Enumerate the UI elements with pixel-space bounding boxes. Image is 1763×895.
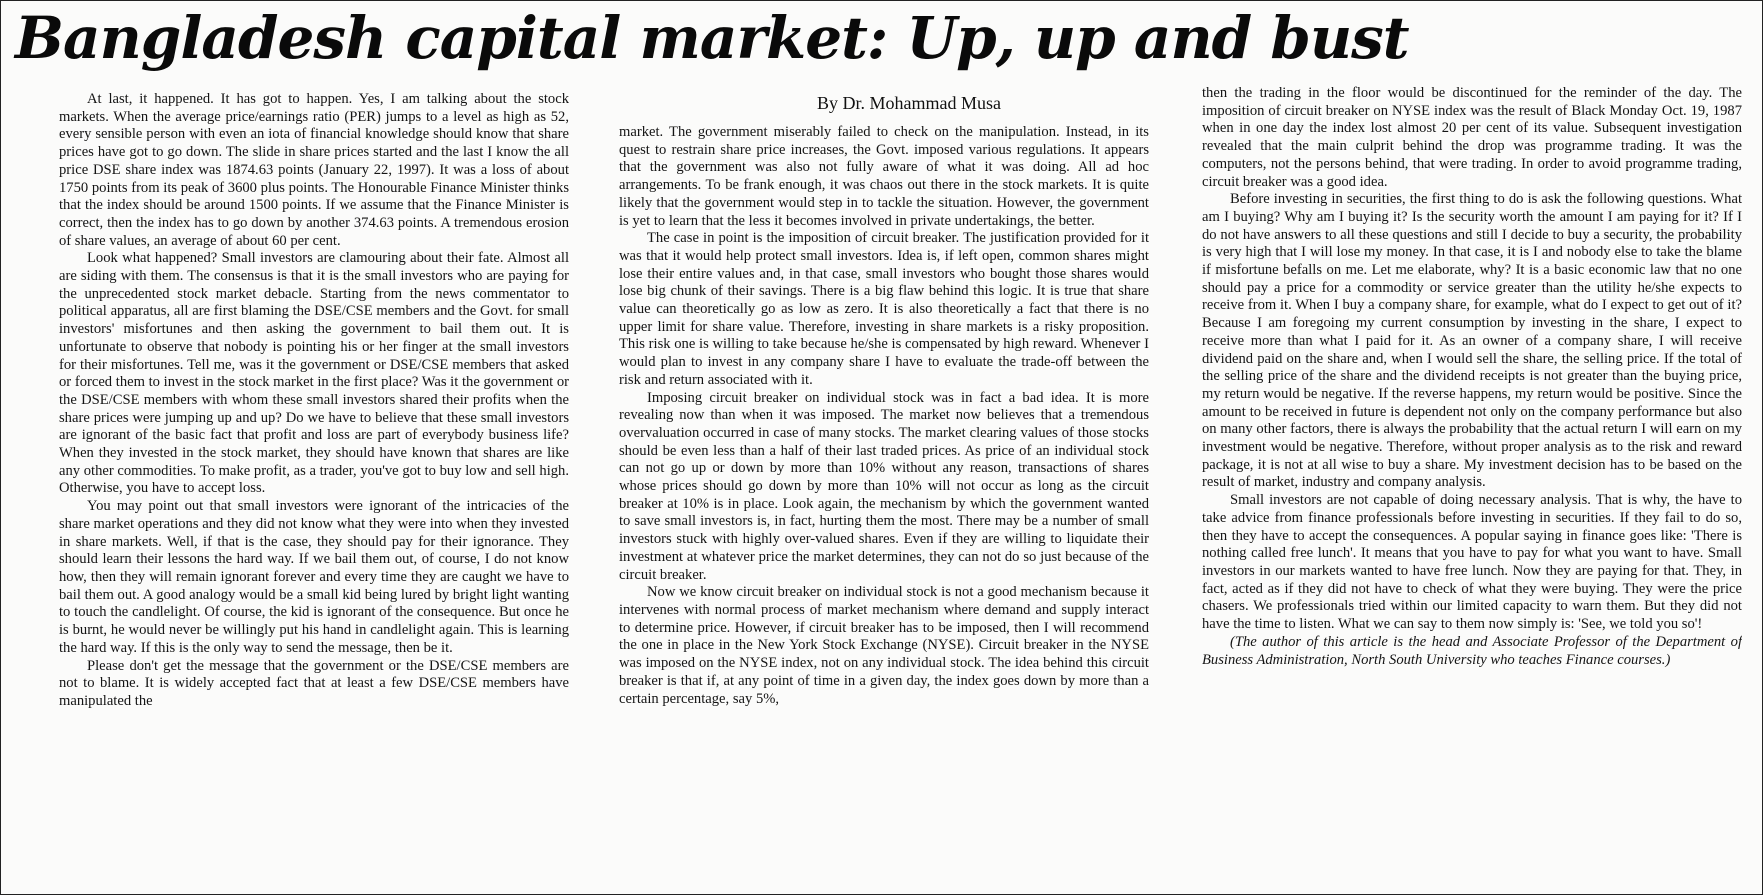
paragraph: At last, it happened. It has got to happen. Yes, I am talking about the stock markets. When the average price/earnings ratio (PER) jumps to a level as high as 52, every sensible person with even an iota of financial knowledge should know that share prices have got to go down. The slide in share prices started and the last I know the all price DSE share index was 1874.63 points (January 22, 1997). It was a loss of about 1750 points from its peak of 3600 plus points. The Honourable Finance Minister thinks that the index should be around 1500 points. If we assume that the Finance Minister is correct, then the index has to go down by another 374.63 points. A tremendous erosion of share values, an average of about 60 per cent. — [59, 91, 569, 249]
paragraph: then the trading in the floor would be discontinued for the reminder of the day. The imposition of circuit breaker on NYSE index was the result of Black Monday Oct. 19, 1987 when in one day the index lost almost 20 per cent of its value. Subsequent investigation revealed that the main culprit behind the drop was programme trading. It was the computers, not the persons behind, that were trading. In order to avoid programme trading, circuit breaker was a good idea. — [1202, 85, 1742, 190]
byline: By Dr. Mohammad Musa — [817, 93, 1001, 113]
author-note: (The author of this article is the head and Associate Professor of the Department of Business Administration, North South University who teaches Finance courses.) — [1202, 633, 1742, 668]
paragraph: Small investors are not capable of doing necessary analysis. That is why, the have to take advice from finance professionals before investing in securities. If they fail to do so, then they have to accept the consequences. A popular saying in finance goes like: 'There is nothing called free lunch'. It means that you have to pay for what you want to have. Small investors in our markets wanted to have free lunch. Now they are paying for that. They, in fact, acted as if they did not have to check of what they were buying. They were the price chasers. We professionals tried within our limited capacity to warn them. But they did not have the time to listen. What we can say to them now simply is: 'See, we told you so'! — [1202, 492, 1742, 633]
paragraph: The case in point is the imposition of circuit breaker. The justification provided for it was that it would help protect small investors. Idea is, if left open, common shares might lose their entire values and, in that case, small investors who bought those shares would lose big chunk of their savings. There is a big flaw behind this logic. It is true that share value can theoretically go as low as zero. It is also theoretically a fact that there is no upper limit for share value. Therefore, investing in share markets is a risky proposition. This risk one is willing to take because he/she is compensated by high reward. Whenever I would plan to invest in any company share I have to evaluate the trade-off between the risk and return associated with it. — [619, 230, 1149, 388]
article-column-2 — [619, 124, 1149, 894]
paragraph: Before investing in securities, the first thing to do is ask the following questions. What am I buying? Why am I buying it? Is the security worth the amount I am paying for it? If I do not have answers to all these questions and still I decide to buy a security, the probability is very high that I will lose my money. In that case, it is I and nobody else to take the blame if misfortune befalls on me. Let me elaborate, why? It is a basic economic law that no one should pay a price for a commodity or service greater than the utility he/she expects to receive from it. When I buy a company share, for example, what do I expect to get out of it? Because I am foregoing my current consumption by investing in the share, I expect to receive more than what I paid for it. As an owner of a company share, I will receive dividend paid on the share and, when I would sell the share, the selling price. If the total of the selling price of the share and the dividend receipts is not greater than the buying price, my return would be negative. If the reverse happens, my return would be positive. Since the amount to be received in future is dependent not only on the company performance but also on many other factors, there is always the probability that the actual return I will earn on my investment would be negative. Therefore, without proper analysis as to the risk and reward package, it is not at all wise to buy a share. My investment decision has to be based on the result of market, industry and company analysis. — [1202, 191, 1742, 491]
paragraph: Please don't get the message that the government or the DSE/CSE members are not to blame. It is widely accepted fact that at least a few DSE/CSE members have manipulated the — [59, 657, 569, 709]
paragraph: Look what happened? Small investors are clamouring about their fate. Almost all are siding with them. The consensus is that it is the small investors who are paying for the unprecedented stock market debacle. Starting from the news commentator to political apparatus, all are first blaming the DSE/CSE members and the Govt. for small investors' misfortunes and then asking the government to bail them out. It is unfortunate to observe that nobody is pointing his or her finger at the small investors for their misfortunes. Tell me, was it the government or DSE/CSE members that asked or forced them to invest in the stock market in the first place? Was it the government or the DSE/CSE members with whom these small investors shared their profits when the share prices were jumping up and up? Do we have to believe that these small investors are ignorant of the basic fact that profit and loss are part of everybody business life? When they invested in the stock market, they should have known that shares are like any other commodities. To make profit, as a trader, you've got to buy low and sell high. Otherwise, you have to accept loss. — [59, 250, 569, 497]
paragraph: market. The government miserably failed to check on the manipulation. Instead, in its quest to restrain share price increases, the Govt. imposed various regulations. It appears that the government was also not fully aware of what it was doing. All ad hoc arrangements. To be frank enough, it was chaos out there in the stock markets. It is quite likely that the government would step in to tackle the situation. However, the government is yet to learn that the less it becomes involved in private undertakings, the better. — [619, 124, 1149, 229]
paragraph: Now we know circuit breaker on individual stock is not a good mechanism because it intervenes with normal process of market mechanism where demand and supply interact to determine price. However, if circuit breaker has to be imposed, then I will recommend the one in place in the New York Stock Exchange (NYSE). Circuit breaker in the NYSE was imposed on the NYSE index, not on any individual stock. The idea behind this circuit breaker is that if, at any point of time in a given day, the index goes down by more than a certain percentage, say 5%, — [619, 584, 1149, 707]
paragraph: Imposing circuit breaker on individual stock was in fact a bad idea. It is more revealing now than when it was imposed. The market now believes that a tremendous overvaluation occurred in case of many stocks. The market clearing values of those stocks should be even less than a half of their last traded prices. As price of an individual stock can not go up or down by more than 10% without any reason, transactions of shares whose prices should go down by more than 10% will not occur as long as the circuit breaker at 10% is in place. Look again, the mechanism by which the government wanted to save small investors is, in fact, hurting them the most. There may be a number of small investors stuck with highly over-valued shares. Even if they are willing to liquidate their investment at whatever price the market determines, they can not do so just because of the circuit breaker. — [619, 389, 1149, 583]
paragraph: You may point out that small investors were ignorant of the intricacies of the share market operations and they did not know what they were into when they invested in share markets. Well, if that is the case, they should pay for their ignorance. They should learn their lessons the hard way. If we bail them out, of course, I do not know how, then they will remain ignorant forever and every time they are caught we have to bail them out. A good analogy would be a small kid being lured by bright light wanting to touch the candlelight. Of course, the kid is ignorant of the consequence. But once he is burnt, he would never be willingly put his hand in candlelight again. This is learning the hard way. If this is the only way to send the message, then be it. — [59, 498, 569, 656]
headline: Bangladesh capital market: Up, up and bust — [15, 4, 1409, 72]
article-column-1 — [59, 91, 569, 894]
article-column-3 — [1202, 85, 1742, 894]
